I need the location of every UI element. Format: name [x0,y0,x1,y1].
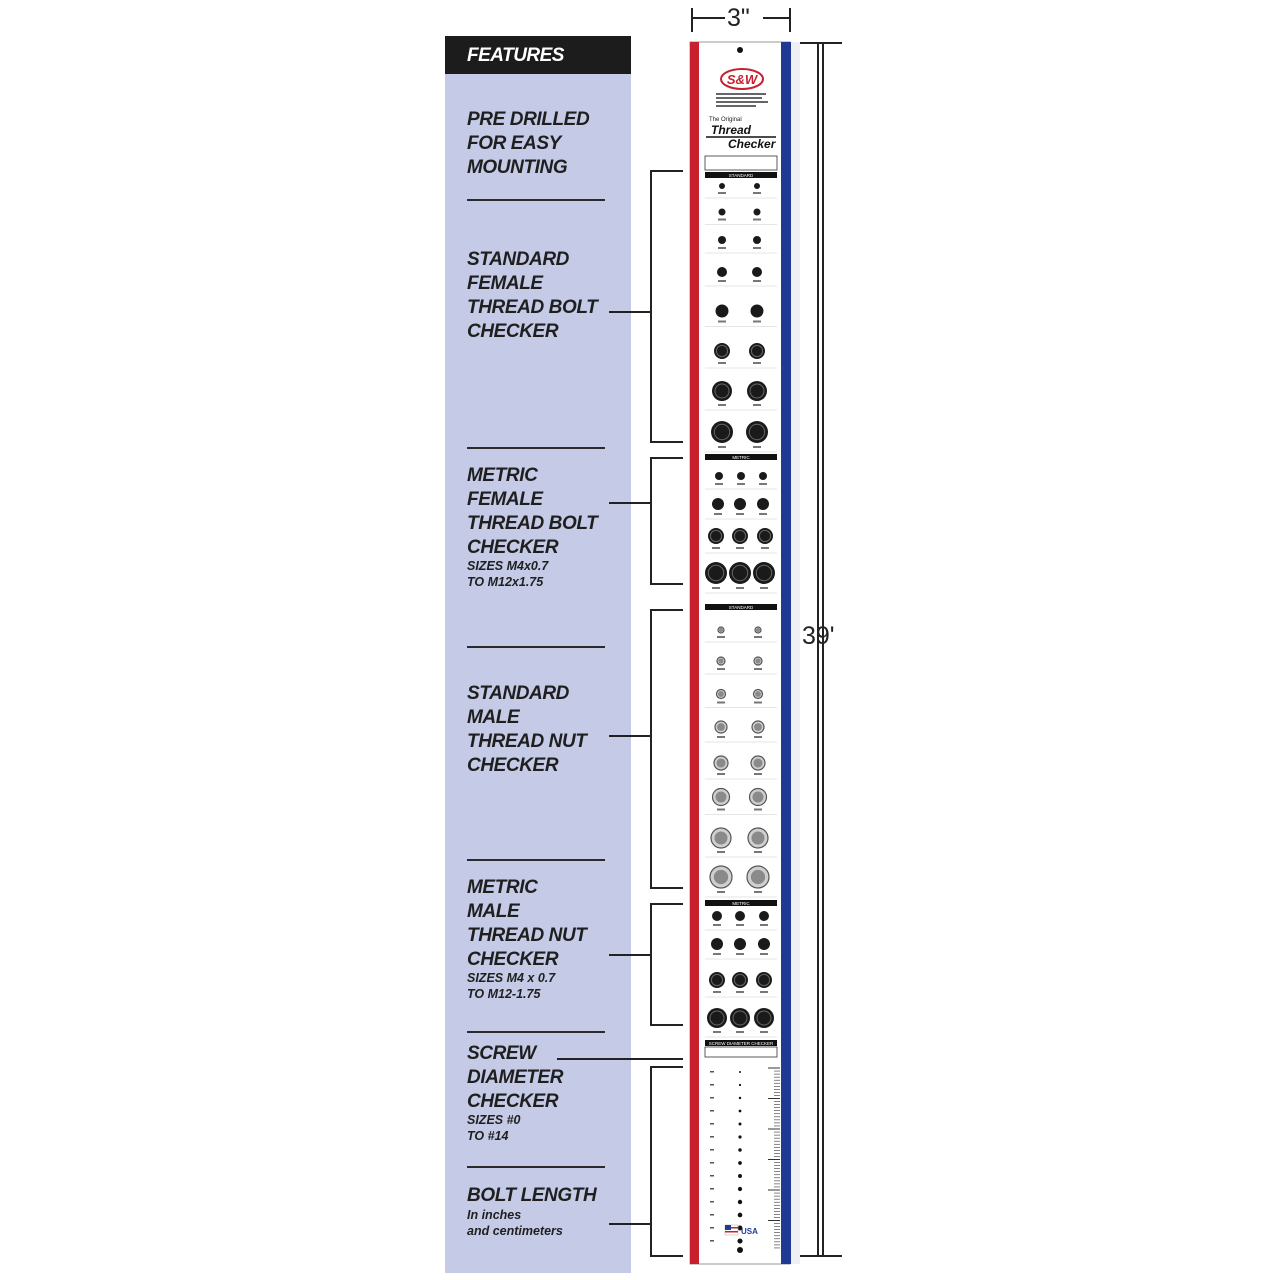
female-hole [717,267,727,277]
female-hole [737,472,745,480]
feature-metric-male: METRIC MALE THREAD NUT CHECKER [467,877,587,970]
size-label [760,587,768,589]
inch-mark [710,1240,714,1242]
inch-mark [710,1162,714,1164]
inch-mark [710,1110,714,1112]
male-stud-thread [751,870,765,884]
product-name-line2: Checker [728,137,776,151]
size-label [760,924,768,926]
female-hole [759,472,767,480]
product-name-line1: Thread [711,123,752,137]
board-face [690,42,790,1264]
size-label [717,809,725,811]
sw-logo-text: S&W [726,72,758,87]
female-hole [719,209,726,216]
screw-gauge-hole [738,1213,743,1218]
size-label [753,404,761,406]
size-label [754,809,762,811]
size-label [760,991,768,993]
size-label [761,547,769,549]
size-label [736,991,744,993]
female-hole [716,305,729,318]
female-hole [735,911,745,921]
inch-mark [710,1227,714,1229]
feature-metric-female: METRIC FEMALE THREAD BOLT CHECKER [467,465,598,558]
size-label [718,280,726,282]
size-label [754,636,762,638]
height-dimension-line [800,43,842,1256]
feature-screw-diameter: SCREW DIAMETER CHECKER [467,1043,564,1112]
female-hole [734,938,746,950]
female-hole [753,236,761,244]
section-label: STANDARD [728,605,754,610]
size-label [736,513,744,515]
size-label [717,851,725,853]
product-tagline: The Original [709,117,742,123]
size-label [753,321,761,323]
male-stud-thread [714,870,728,884]
feature-metric-female-sizes: SIZES M4x0.7 TO M12x1.75 [467,559,549,589]
features-heading: FEATURES [445,36,631,74]
male-stud-thread [719,628,723,632]
usa-flag-icon [725,1225,738,1235]
screw-gauge-hole [739,1071,741,1073]
section-label: STANDARD [728,173,754,178]
size-label [759,483,767,485]
usa-label: USA [741,1227,758,1236]
size-label [754,773,762,775]
size-label [760,953,768,955]
screw-gauge-hole [738,1174,742,1178]
size-label [753,192,761,194]
screw-checker-instructions [705,1047,777,1057]
size-label [717,773,725,775]
size-label [754,891,762,893]
size-label [713,924,721,926]
male-stud-thread [718,691,724,697]
male-stud-thread [754,723,762,731]
screw-gauge-hole [738,1187,742,1191]
male-stud-thread [755,658,760,663]
size-label [754,736,762,738]
screw-gauge-hole [738,1200,742,1204]
size-label [717,736,725,738]
male-stud-thread [752,791,763,802]
size-label [753,362,761,364]
male-stud-thread [756,628,760,632]
size-label [718,219,726,221]
section-label: METRIC [732,901,750,906]
inch-mark [710,1188,714,1190]
size-label [736,587,744,589]
feature-bolt-length-units: In inches and centimeters [467,1208,563,1238]
male-stud-thread [717,723,725,731]
feature-standard-male: STANDARD MALE THREAD NUT CHECKER [467,683,587,776]
size-label [718,321,726,323]
size-label [753,247,761,249]
size-label [737,483,745,485]
size-label [717,702,725,704]
section-label: SCREW DIAMETER CHECKER [708,1041,774,1046]
size-label [759,513,767,515]
size-label [736,1031,744,1033]
female-hole [718,236,726,244]
size-label [712,547,720,549]
size-label [760,1031,768,1033]
male-stud-thread [718,658,723,663]
inch-mark [710,1123,714,1125]
screw-gauge-hole [738,1135,741,1138]
size-label [717,636,725,638]
size-label [753,219,761,221]
size-label [718,446,726,448]
size-label [718,362,726,364]
inch-mark [710,1136,714,1138]
size-label [754,702,762,704]
screw-gauge-hole [738,1161,742,1165]
feature-standard-female: STANDARD FEMALE THREAD BOLT CHECKER [467,249,598,342]
female-hole [715,472,723,480]
male-stud-thread [752,832,765,845]
size-label [754,668,762,670]
feature-metric-male-sizes: SIZES M4 x 0.7 TO M12-1.75 [467,971,556,1001]
inch-mark [710,1071,714,1073]
size-label [717,668,725,670]
height-dimension-label: 39' [802,622,835,650]
inch-mark [710,1097,714,1099]
male-stud-thread [716,758,725,767]
size-label [713,1031,721,1033]
width-dimension-line [692,8,790,32]
screw-gauge-hole [739,1097,741,1099]
female-hole [712,911,722,921]
male-stud-thread [715,791,726,802]
size-label [736,924,744,926]
size-label [718,247,726,249]
size-label [753,280,761,282]
inch-mark [710,1201,714,1203]
screw-gauge-hole [739,1123,742,1126]
size-label [736,953,744,955]
female-hole [759,911,769,921]
female-hole [758,938,770,950]
male-stud-thread [755,691,761,697]
male-stud-thread [715,832,728,845]
blue-stripe [781,42,791,1264]
size-label [715,483,723,485]
mounting-hole [737,47,743,53]
female-hole [751,305,764,318]
size-label [712,587,720,589]
screw-gauge-hole [737,1238,742,1243]
screw-gauge-hole [738,1148,741,1151]
size-label [718,404,726,406]
size-label [713,953,721,955]
female-hole [754,183,760,189]
screw-gauge-hole [739,1084,741,1086]
red-stripe [690,42,699,1264]
instructions-box [705,156,777,170]
inch-mark [710,1084,714,1086]
mounting-hole [737,1247,743,1253]
feature-pre-drilled: PRE DRILLED FOR EASY MOUNTING [467,109,590,178]
inch-mark [710,1175,714,1177]
female-hole [754,209,761,216]
inch-mark [710,1214,714,1216]
size-label [754,851,762,853]
female-hole [752,267,762,277]
width-dimension-label: 3" [727,4,750,32]
feature-bolt-length: BOLT LENGTH [467,1185,597,1206]
inch-mark [710,1149,714,1151]
female-hole [719,183,725,189]
female-hole [711,938,723,950]
size-label [736,547,744,549]
female-hole [712,498,724,510]
female-hole [757,498,769,510]
male-stud-thread [753,758,762,767]
size-label [718,192,726,194]
screw-gauge-hole [739,1110,742,1113]
size-label [713,991,721,993]
size-label [714,513,722,515]
size-label [717,891,725,893]
section-label: METRIC [732,455,750,460]
feature-screw-diameter-sizes: SIZES #0 TO #14 [467,1113,521,1143]
size-label [753,446,761,448]
female-hole [734,498,746,510]
callout-brackets [557,171,683,1256]
